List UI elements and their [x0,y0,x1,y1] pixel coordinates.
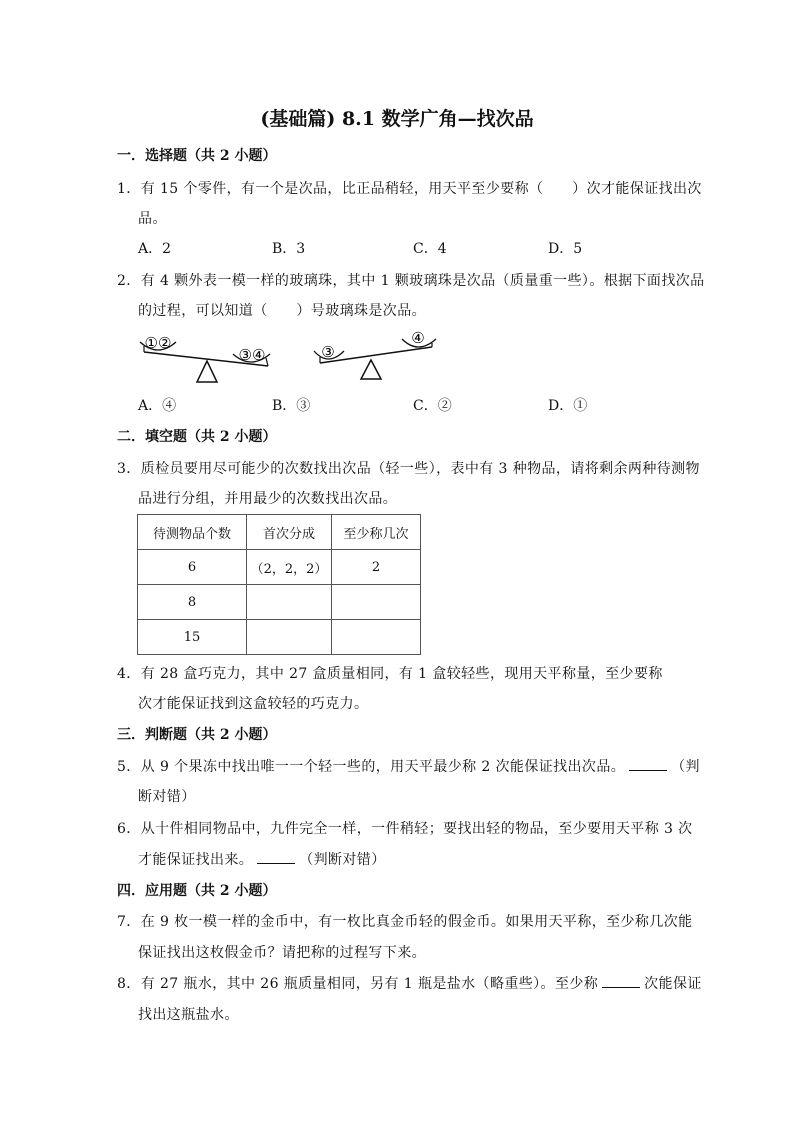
table-cell-answer[interactable] [332,620,421,655]
table-cell: 8 [138,585,247,620]
scale2-left-pan-ball: ③ [321,343,335,361]
q2-option-d[interactable]: D．① [548,398,588,414]
table-cell: 15 [138,620,247,655]
q8-text-line1 [117,973,702,993]
table-cell: 2 [332,550,421,585]
q8-text: 8．有 27 瓶水，其中 26 瓶质量相同，另有 1 瓶是盐水（略重些）。至少称 [117,976,599,992]
section-heading-judge: 三．判断题（共 2 小题） [117,727,277,743]
scale1-left-pan-balls: ①② [144,334,172,352]
q2-text-line1: 2．有 4 颗外表一模一样的玻璃珠，其中 1 颗玻璃珠是次品（质量重一些）。根据下面找次品 [117,273,705,289]
q2-option-a[interactable]: A．④ [138,398,177,414]
table-header-cell: 首次分成 [247,515,332,550]
q5-text-tail: （判 [671,759,700,775]
q5-text-line2: 断对错） [138,789,196,805]
scale2-right-pan-ball: ④ [411,329,425,347]
table-cell-answer[interactable] [332,585,421,620]
q7-text-line2: 保证找出这枚假金币？请把称的过程写下来。 [138,945,426,961]
q1-text-line1: 1．有 15 个零件，有一个是次品，比正品稍轻，用天平至少要称（ ）次才能保证找出次 [117,181,702,197]
scale1-right-pan-balls: ③④ [238,346,266,364]
q5-answer-blank[interactable] [629,757,667,771]
q1-option-b[interactable]: B．3 [272,241,306,257]
page-title: (基础篇) 8.1 数学广角—找次品 [260,108,534,130]
q1-option-c[interactable]: C．4 [413,241,447,257]
q1-option-d[interactable]: D．5 [548,241,583,257]
q3-table [137,514,421,655]
q2-option-c[interactable]: C．② [413,398,452,414]
q3-text-line1: 3．质检员要用尽可能少的次数找出次品（轻一些），表中有 3 种物品，请将剩余两种待测物 [117,461,700,477]
q8-text-tail: 次能保证 [644,976,702,992]
q2-option-b[interactable]: B．③ [272,398,311,414]
balance-scale-1 [138,330,278,388]
table-row [138,620,421,655]
table-row [138,550,421,585]
q8-answer-blank[interactable] [602,974,640,988]
section-heading-apply: 四．应用题（共 2 小题） [117,883,277,899]
q6-text: 才能保证找出来。 [138,852,254,868]
q8-text-line2: 找出这瓶盐水。 [138,1007,239,1023]
q5-text: 5．从 9 个果冻中找出唯一一个轻一些的，用天平最少称 2 次能保证找出次品。 [117,759,626,775]
q4-text-line2: 次才能保证找到这盒较轻的巧克力。 [138,696,369,712]
table-cell: 6 [138,550,247,585]
q6-text-tail: （判断对错） [299,852,386,868]
section-heading-fill: 二．填空题（共 2 小题） [117,429,277,445]
q6-answer-blank[interactable] [257,850,295,864]
section-heading-choice: 一．选择题（共 2 小题） [117,148,277,164]
q1-option-a[interactable]: A．2 [138,241,172,257]
table-header-row [138,515,421,550]
table-cell-answer[interactable] [247,585,332,620]
q6-text-line2 [138,849,386,869]
q3-text-line2: 品进行分组，并用最少的次数找出次品。 [138,491,398,507]
q2-text-line2: 的过程，可以知道（ ）号玻璃珠是次品。 [138,303,426,319]
table-header-cell: 待测物品个数 [138,515,247,550]
table-cell: （2，2，2） [247,550,332,585]
q5-text-line1 [117,756,700,776]
table-header-cell: 至少称几次 [332,515,421,550]
balance-scale-2 [310,325,440,383]
q6-text-line1: 6．从十件相同物品中，九件完全一样，一件稍轻；要找出轻的物品，至少要用天平称 3 次 [117,821,693,837]
q1-text-line2: 品。 [138,211,167,227]
table-cell-answer[interactable] [247,620,332,655]
q7-text-line1: 7．在 9 枚一模一样的金币中，有一枚比真金币轻的假金币。如果用天平称，至少称几次能 [117,914,693,930]
q4-text-line1: 4．有 28 盒巧克力，其中 27 盒质量相同，有 1 盒较轻些，现用天平称量，至少要称 [117,666,663,682]
table-row [138,585,421,620]
